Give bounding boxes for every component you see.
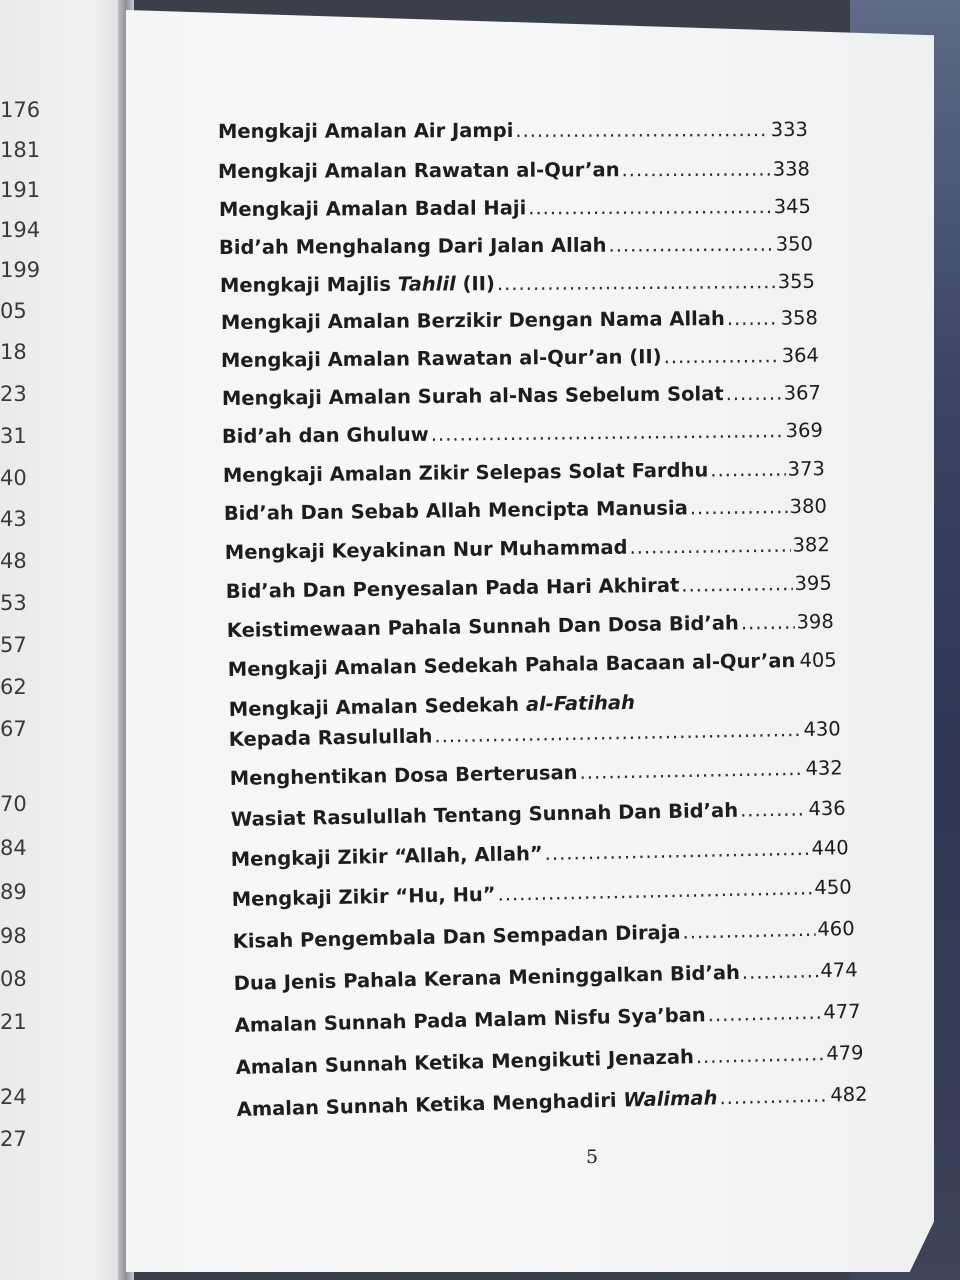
toc-entry-title: [222, 423, 429, 448]
left-page-number: 70: [0, 792, 27, 816]
toc-leader-dots: [622, 158, 771, 182]
toc-entry-page: 395: [794, 571, 832, 596]
toc-entry-title-text: Amalan Sunnah Ketika Menghadiri: [236, 1088, 624, 1121]
toc-entry: [233, 958, 857, 995]
toc-entry: [222, 419, 823, 448]
toc-entry-title: [229, 724, 433, 751]
page-number: 5: [586, 1146, 599, 1168]
toc-entry-title: [226, 574, 680, 603]
toc-leader-dots: [707, 1001, 821, 1027]
toc-entry-page: 474: [820, 958, 858, 983]
left-page-number: 67: [0, 717, 27, 741]
toc-entry-title: [234, 1003, 705, 1037]
toc-entry-title-text: Amalan Sunnah Ketika Mengikuti Jenazah: [235, 1045, 695, 1079]
toc-entry-title-text: Mengkaji Amalan Zikir Selepas Solat Fardhu: [222, 458, 709, 487]
toc-entry-page: 355: [777, 269, 815, 294]
toc-entry: [228, 648, 837, 681]
left-page-number: 31: [0, 424, 27, 448]
toc-entry-title-text: Wasiat Rasulullah Tentang Sunnah Dan Bid’ah: [230, 798, 739, 831]
toc-entry: [218, 157, 810, 183]
left-page-number: 53: [0, 591, 27, 615]
toc-entry-title: [219, 196, 526, 221]
toc-entry-title-text: Bid’ah dan Ghuluw: [221, 422, 429, 448]
toc-entry-title: [225, 536, 628, 564]
toc-entry-page: 450: [814, 875, 852, 900]
toc-entry-page: 382: [792, 533, 830, 557]
left-page-number: 43: [0, 507, 27, 531]
toc-entry-title-text: Mengkaji Amalan Air Jampi: [217, 118, 514, 143]
toc-entry-title-text: Mengkaji Amalan Berzikir Dengan Nama Allah: [220, 307, 725, 334]
left-page-number: 18: [0, 340, 27, 364]
left-page-number: 08: [0, 967, 27, 991]
left-page-number: 05: [0, 299, 27, 323]
toc-entry-title-text: Mengkaji Amalan Sedekah Pahala Bacaan al-Qur’an: [227, 649, 796, 681]
toc-leader-dots: [528, 195, 772, 219]
toc-leader-dots: [515, 118, 768, 142]
toc-entry-title: [227, 611, 739, 642]
toc-entry: [231, 797, 846, 831]
toc-entry-title-text: Bid’ah Menghalang Dari Jalan Allah: [218, 233, 607, 259]
toc-leader-dots: [434, 718, 801, 747]
toc-entry: [222, 381, 821, 410]
toc-entry-page: 380: [789, 494, 827, 519]
left-page-number: 48: [0, 549, 27, 573]
left-page-number: 181: [0, 138, 41, 162]
toc-leader-dots: [742, 959, 819, 984]
toc-leader-dots: [710, 458, 786, 482]
toc-entry-title-italic: Walimah: [623, 1086, 718, 1112]
toc-entry-title: [228, 649, 796, 681]
toc-entry: [235, 1041, 863, 1079]
toc-entry-page: 367: [783, 381, 821, 405]
left-page-number: 89: [0, 880, 27, 904]
toc-entry: [234, 1000, 860, 1037]
toc-entry-title: [224, 496, 688, 525]
toc-leader-dots: [740, 797, 807, 821]
toc-leader-dots: [741, 611, 795, 635]
left-page-number: 27: [0, 1127, 27, 1151]
toc-entry-title: [221, 345, 662, 372]
toc-entry-title-text: Bid’ah Dan Penyesalan Pada Hari Akhirat: [225, 573, 680, 603]
toc-entry-title-text: Dua Jenis Pahala Kerana Meninggalkan Bid’ah: [233, 960, 741, 995]
toc-entry-title: [218, 119, 513, 143]
toc-entry: [232, 876, 852, 911]
left-page-number: 57: [0, 633, 27, 657]
toc-leader-dots: [608, 233, 773, 257]
toc-leader-dots: [719, 1084, 828, 1110]
toc-entry-title-text: Kisah Pengembala Dan Sempadan Diraja: [232, 920, 681, 953]
toc-leader-dots: [497, 876, 812, 905]
toc-entry-title-text: Mengkaji Amalan Surah al-Nas Sebelum Solat: [221, 382, 724, 410]
toc-entry: [231, 836, 849, 871]
toc-entry-title: Mengkaji Amalan Sedekah: [228, 692, 527, 721]
left-page-number: 191: [0, 178, 41, 202]
toc-entry-title-text: Bid’ah Dan Sebab Allah Mencipta Manusia: [223, 496, 688, 525]
toc-entry-title-text: Mengkaji Majlis: [219, 272, 398, 297]
left-page-number: 199: [0, 258, 41, 282]
toc-entry-page: 338: [772, 157, 810, 181]
toc-entry-title: [235, 1045, 694, 1079]
toc-entry-page: 350: [775, 232, 813, 256]
toc-entry-title: [232, 883, 496, 911]
toc-leader-dots: [664, 344, 780, 368]
toc-entry-title: [221, 307, 725, 334]
toc-entry: [221, 306, 818, 334]
toc-entry-page: 373: [787, 457, 825, 481]
toc-entry-title: [233, 961, 740, 995]
toc-leader-dots: [431, 419, 784, 446]
toc-entry-title: [233, 921, 681, 953]
left-page-number: 40: [0, 466, 27, 490]
left-page-number: 23: [0, 382, 27, 406]
toc-entry-title-text: Mengkaji Amalan Rawatan al-Qur’an: [217, 158, 620, 183]
toc-entry-title-line: [229, 691, 636, 721]
toc-entry-page: 436: [808, 796, 846, 821]
toc-entry-title-italic: al-Fatihah: [525, 690, 636, 716]
toc-leader-dots: [629, 534, 790, 559]
toc-entry-title: [230, 761, 578, 790]
left-page-number: 98: [0, 924, 27, 948]
toc-entry-title: [223, 458, 709, 487]
toc-entry: [230, 756, 843, 790]
toc-leader-dots: [690, 495, 788, 519]
toc-entry: [226, 572, 832, 603]
toc-entry-page: 460: [817, 916, 855, 941]
toc-entry-title: [218, 158, 620, 183]
toc-entry-page: 479: [826, 1041, 864, 1066]
toc-entry-page: 358: [780, 306, 818, 330]
toc-entry-title-text: Mengkaji Amalan Rawatan al-Qur’an (II): [220, 345, 662, 372]
toc-leader-dots: [726, 382, 782, 406]
toc-entry: [229, 717, 841, 751]
toc-entry-page: 369: [785, 418, 823, 443]
toc-entry-page: 345: [773, 194, 811, 219]
left-page-number: 62: [0, 675, 27, 699]
toc-entry-page: 405: [799, 648, 837, 673]
toc-entry-title-text: Menghentikan Dosa Berterusan: [229, 760, 578, 790]
toc-leader-dots: [797, 649, 798, 672]
toc-entry-title-text: Keistimewaan Pahala Sunnah Dan Dosa Bid’ah: [226, 611, 740, 642]
toc-entry-title: [236, 1086, 717, 1121]
toc-entry: [236, 1083, 867, 1121]
toc-entry-page: 440: [811, 836, 849, 860]
toc-entry: [218, 118, 808, 143]
toc-leader-dots: [682, 918, 815, 944]
toc-entry-title-text: Amalan Sunnah Pada Malam Nisfu Sya’ban: [234, 1003, 706, 1037]
toc-entry-title-italic: Tahlil: [397, 272, 456, 296]
toc-leader-dots: [696, 1042, 825, 1068]
toc-entry: [233, 917, 855, 953]
toc-entry-title: [222, 382, 724, 410]
toc-leader-dots: [544, 837, 809, 865]
toc-entry-title: [231, 799, 739, 831]
toc-entry-page: 398: [796, 609, 834, 634]
toc-entry-title-suffix: (II): [455, 272, 495, 296]
toc-entry-page: 364: [781, 343, 819, 368]
left-page-number: 21: [0, 1010, 27, 1034]
toc-entry-title-text: Mengkaji Keyakinan Nur Muhammad: [224, 535, 628, 564]
left-page-number: 84: [0, 836, 27, 860]
toc-entry-page: 333: [770, 117, 808, 142]
toc-entry: [225, 533, 830, 564]
toc-leader-dots: [681, 572, 793, 597]
toc-leader-dots: [579, 757, 803, 784]
toc-entry-title-text: Mengkaji Amalan Badal Haji: [218, 196, 527, 221]
left-page-number: 24: [0, 1085, 27, 1109]
toc-entry: [223, 457, 825, 487]
toc-entry-page: 477: [823, 999, 861, 1024]
toc-entry-title: [219, 234, 607, 259]
toc-entry: [224, 495, 827, 525]
toc-entry: [219, 232, 813, 259]
toc-entry-title-continuation: Kepada Rasulullah: [228, 724, 433, 751]
toc-entry-page: 432: [805, 756, 843, 780]
toc-entry: [227, 610, 834, 642]
toc-entry: [219, 195, 811, 221]
toc-entry-title: [220, 272, 495, 297]
toc-entry-title: [231, 842, 543, 871]
toc-entry: [220, 270, 815, 297]
toc-entry-title-text: Mengkaji Zikir “Hu, Hu”: [231, 882, 496, 911]
left-page-number: 194: [0, 218, 41, 242]
toc-leader-dots: [727, 307, 779, 330]
toc-entry-page: 482: [830, 1082, 868, 1107]
toc-leader-dots: [497, 270, 776, 295]
left-page-number: 176: [0, 98, 41, 122]
toc-entry-title-text: Mengkaji Zikir “Allah, Allah”: [230, 842, 543, 871]
toc-entry: [221, 344, 819, 372]
toc-entry-page: 430: [803, 717, 841, 741]
